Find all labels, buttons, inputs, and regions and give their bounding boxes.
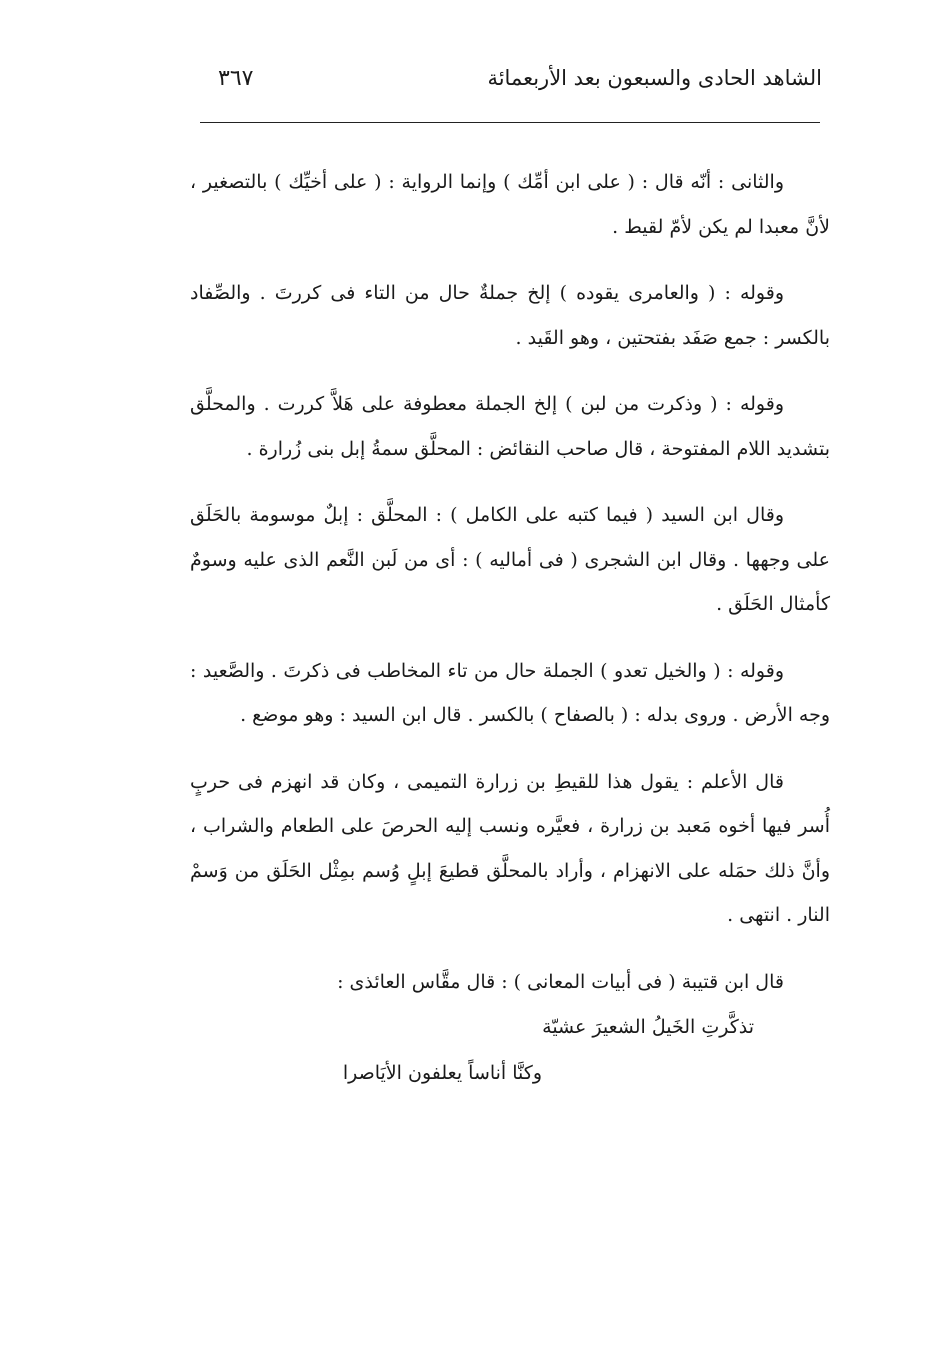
paragraph: وقوله : ( والخيل تعدو ) الجملة حال من تاء المخاطب فى ذكرتَ . والصَّعيد : وجه الأرض . وروى بدله : ( بالصفاح ) بالكسر . قال ابن السيد : وهو موضع . xyxy=(190,659,830,726)
paragraph: وقوله : ( والعامرى يقوده ) إلخ جملةٌ حال من التاء فى كررتَ . والصِّفاد بالكسر : جمع صَفَد بفتحتين ، وهو القَيد . xyxy=(190,282,830,349)
header-rule xyxy=(200,122,820,123)
verse-line-2: وكنَّا أناساً يعلفون الأيَاصرا xyxy=(342,1062,542,1084)
paragraph: وقوله : ( وذكرت من لبن ) إلخ الجملة معطوفة على هَلاَّ كررت . والمحلَّق بتشديد اللام المفتوحة ، قال صاحب النقائض : المحلَّق سمةُ إبل بنى زُرارة . xyxy=(190,393,830,460)
running-title: الشاهد الحادى والسبعون بعد الأربعمائة xyxy=(487,66,822,90)
paragraph: قال الأعلم : يقول هذا للقيطِ بن زرارة التميمى ، وكان قد انهزم فى حربٍ أُسر فيها أخوه مَعبد بن زرارة ، فعيَّره ونسب إليه الحرصَ على الطعام والشراب ، وأنَّ ذلك حمَله على الانهزام ، وأراد بالمحلَّق قطيعَ إبلٍ وُسم بمِثْل الحَلَق من وَسمْ النار . انتهى . xyxy=(190,770,830,926)
page-body xyxy=(190,160,830,1096)
page-header xyxy=(200,66,822,106)
page-number: ٣٦٧ xyxy=(218,66,254,91)
verse-intro: قال ابن قتيبة ( فى أبيات المعانى ) : قال مقَّاس العائذى : xyxy=(337,970,784,993)
verse-line-1: تذكَّرتِ الخَيلُ الشعيرَ عشيّة xyxy=(542,1016,754,1038)
paragraph: والثانى : أنّه قال : ( على ابن أمِّك ) وإنما الرواية : ( على أخيِّك ) بالتصغير ، لأنَّ معبدا لم يكن لأمّ لقيط . xyxy=(190,171,830,238)
paragraph: وقال ابن السيد ( فيما كتبه على الكامل ) : المحلَّق : إبلٌ موسومة بالحَلَق على وجهها . وقال ابن الشجرى ( فى أماليه ) : أى من لَبن النَّعم الذى عليه وسومٌ كأمثال الحَلَق . xyxy=(190,504,830,615)
